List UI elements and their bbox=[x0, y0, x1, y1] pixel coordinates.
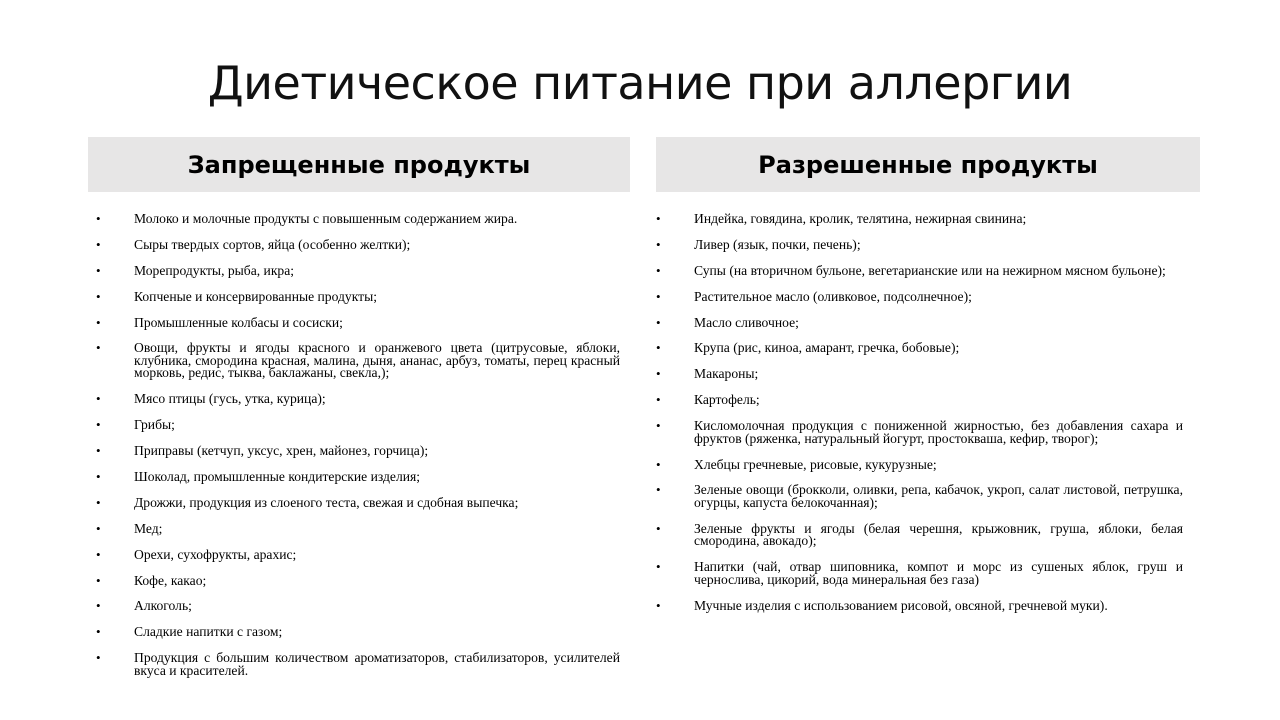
forbidden-item bbox=[88, 314, 630, 330]
bullet-icon: • bbox=[96, 391, 101, 407]
forbidden-header: Запрещенные продукты bbox=[88, 137, 630, 192]
allowed-item-text: Масло сливочное; bbox=[694, 314, 799, 330]
forbidden-item bbox=[88, 393, 630, 406]
bullet-icon: • bbox=[96, 546, 101, 562]
allowed-item bbox=[656, 456, 1200, 472]
bullet-icon: • bbox=[656, 262, 661, 278]
allowed-item-text: Напитки (чай, отвар шиповника, компот и морс из сушеных яблок, груш и чернослива, цикорий, вода минеральная без газа) bbox=[694, 559, 1183, 587]
forbidden-item-text: Промышленные колбасы и сосиски; bbox=[134, 314, 343, 330]
forbidden-item bbox=[88, 471, 630, 484]
allowed-column bbox=[656, 137, 1200, 613]
forbidden-item-text: Приправы (кетчуп, уксус, хрен, майонез, горчица); bbox=[134, 443, 429, 459]
forbidden-item-text: Алкоголь; bbox=[134, 598, 192, 614]
forbidden-item bbox=[88, 445, 630, 458]
forbidden-item bbox=[88, 546, 630, 562]
allowed-item-text: Ливер (язык, почки, печень); bbox=[694, 236, 861, 252]
bullet-icon: • bbox=[96, 650, 101, 666]
bullet-icon: • bbox=[96, 417, 101, 433]
allowed-header: Разрешенные продукты bbox=[656, 137, 1200, 192]
bullet-icon: • bbox=[656, 482, 661, 498]
allowed-item bbox=[656, 484, 1200, 509]
allowed-item-text: Хлебцы гречневые, рисовые, кукурузные; bbox=[694, 456, 937, 472]
bullet-icon: • bbox=[656, 520, 661, 536]
forbidden-item-text: Морепродукты, рыба, икра; bbox=[134, 262, 295, 278]
allowed-item bbox=[656, 520, 1200, 549]
allowed-item-text: Крупа (рис, киноа, амарант, гречка, бобовые); bbox=[694, 340, 960, 356]
forbidden-list bbox=[88, 213, 630, 691]
bullet-icon: • bbox=[96, 262, 101, 278]
forbidden-item bbox=[88, 419, 630, 432]
forbidden-item bbox=[88, 652, 630, 677]
slide-title: Диетическое питание при аллергии bbox=[207, 56, 1073, 110]
bullet-icon: • bbox=[656, 211, 661, 226]
bullet-icon: • bbox=[656, 314, 661, 330]
allowed-item bbox=[656, 262, 1200, 278]
forbidden-item bbox=[88, 600, 630, 613]
forbidden-item-text: Грибы; bbox=[134, 417, 175, 433]
forbidden-item bbox=[88, 494, 630, 510]
forbidden-item-text: Дрожжи, продукция из слоеного теста, свежая и сдобная выпечка; bbox=[134, 494, 519, 510]
bullet-icon: • bbox=[96, 469, 101, 485]
allowed-item bbox=[656, 368, 1200, 381]
allowed-item bbox=[656, 394, 1200, 407]
forbidden-item bbox=[88, 236, 630, 252]
allowed-item bbox=[656, 213, 1200, 226]
allowed-item bbox=[656, 236, 1200, 252]
forbidden-item-text: Овощи, фрукты и ягоды красного и оранжевого цвета (цитрусовые, яблоки, клубника, смородина красная, малина, дыня, ананас, арбуз, томаты, перец красный морковь, редис, тыква, баклажаны, свекла,); bbox=[134, 340, 620, 381]
allowed-item-text: Индейка, говядина, кролик, телятина, нежирная свинина; bbox=[694, 211, 1027, 226]
bullet-icon: • bbox=[96, 211, 101, 226]
forbidden-item-text: Молоко и молочные продукты с повышенным содержанием жира. bbox=[134, 211, 518, 226]
forbidden-column bbox=[88, 137, 630, 678]
forbidden-item-text: Мясо птицы (гусь, утка, курица); bbox=[134, 391, 326, 407]
allowed-item bbox=[656, 314, 1200, 330]
bullet-icon: • bbox=[96, 494, 101, 510]
allowed-item-text: Зеленые овощи (брокколи, оливки, репа, кабачок, укроп, салат листовой, петрушка, огурцы, капуста белокочанная); bbox=[694, 482, 1183, 510]
forbidden-item-text: Сладкие напитки с газом; bbox=[134, 624, 283, 640]
allowed-item-text: Супы (на вторичном бульоне, вегетарианские или на нежирном мясном бульоне); bbox=[694, 262, 1166, 278]
allowed-list bbox=[656, 213, 1200, 625]
forbidden-item bbox=[88, 213, 630, 226]
allowed-item-text: Кисломолочная продукция с пониженной жирностью, без добавления сахара и фруктов (ряженка, натуральный йогурт, простокваша, кефир, творог); bbox=[694, 418, 1183, 446]
bullet-icon: • bbox=[656, 340, 661, 356]
allowed-item-text: Макароны; bbox=[694, 366, 759, 382]
allowed-item-text: Зеленые фрукты и ягоды (белая черешня, крыжовник, груша, яблоки, белая смородина, авокадо); bbox=[694, 520, 1183, 549]
allowed-item bbox=[656, 561, 1200, 586]
bullet-icon: • bbox=[96, 598, 101, 614]
allowed-item bbox=[656, 420, 1200, 445]
bullet-icon: • bbox=[96, 572, 101, 588]
forbidden-item bbox=[88, 342, 630, 380]
bullet-icon: • bbox=[96, 624, 101, 640]
bullet-icon: • bbox=[96, 288, 101, 304]
forbidden-item-text: Шоколад, промышленные кондитерские изделия; bbox=[134, 469, 421, 485]
allowed-item bbox=[656, 342, 1200, 355]
bullet-icon: • bbox=[656, 236, 661, 252]
forbidden-item-text: Сыры твердых сортов, яйца (особенно желтки); bbox=[134, 236, 411, 252]
forbidden-item-text: Кофе, какао; bbox=[134, 572, 207, 588]
forbidden-item-text: Продукция с большим количеством ароматизаторов, стабилизаторов, усилителей вкуса и красителей. bbox=[134, 650, 620, 678]
bullet-icon: • bbox=[96, 520, 101, 536]
forbidden-item-text: Мед; bbox=[134, 520, 163, 536]
bullet-icon: • bbox=[656, 392, 661, 408]
allowed-item-text: Картофель; bbox=[694, 392, 760, 408]
allowed-item bbox=[656, 288, 1200, 304]
forbidden-item-text: Орехи, сухофрукты, арахис; bbox=[134, 546, 297, 562]
forbidden-item bbox=[88, 262, 630, 278]
allowed-item bbox=[656, 597, 1200, 613]
allowed-item-text: Мучные изделия с использованием рисовой, овсяной, гречневой муки). bbox=[694, 597, 1108, 613]
bullet-icon: • bbox=[656, 597, 661, 613]
forbidden-item bbox=[88, 626, 630, 639]
bullet-icon: • bbox=[96, 314, 101, 330]
bullet-icon: • bbox=[656, 366, 661, 382]
forbidden-item bbox=[88, 520, 630, 536]
allowed-item-text: Растительное масло (оливковое, подсолнечное); bbox=[694, 288, 972, 304]
bullet-icon: • bbox=[656, 418, 661, 434]
forbidden-item-text: Копченые и консервированные продукты; bbox=[134, 288, 378, 304]
bullet-icon: • bbox=[96, 340, 101, 356]
bullet-icon: • bbox=[96, 236, 101, 252]
bullet-icon: • bbox=[656, 456, 661, 472]
forbidden-item bbox=[88, 288, 630, 304]
forbidden-item bbox=[88, 572, 630, 588]
bullet-icon: • bbox=[96, 443, 101, 459]
bullet-icon: • bbox=[656, 559, 661, 575]
bullet-icon: • bbox=[656, 288, 661, 304]
